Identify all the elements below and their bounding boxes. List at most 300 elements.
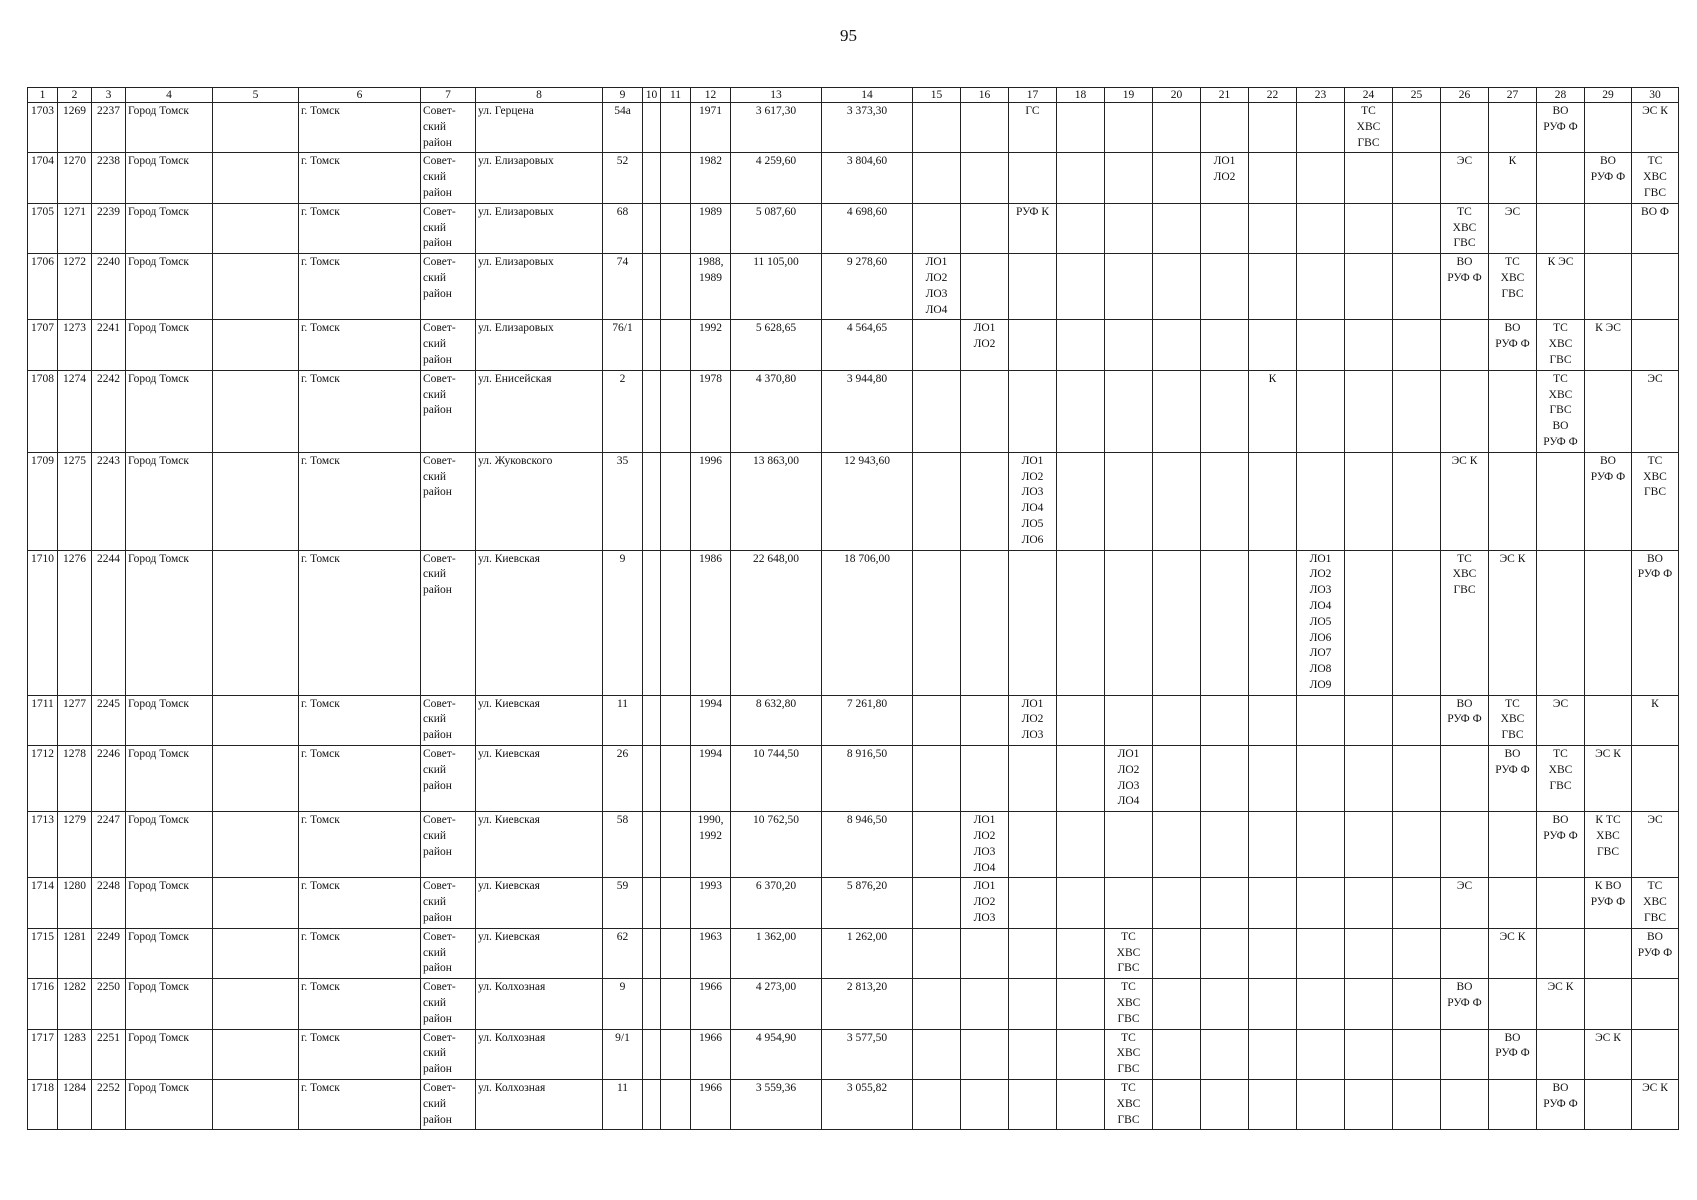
cell-col-19: [1105, 153, 1153, 203]
cell-col-20: [1153, 203, 1201, 253]
cell-col-19: ТС ХВС ГВС: [1105, 1080, 1153, 1130]
cell-col-15: [913, 812, 961, 878]
cell-col-13: 1 362,00: [731, 928, 822, 978]
cell-col-30: ВО РУФ Ф: [1632, 928, 1679, 978]
cell-col-18: [1057, 452, 1105, 550]
cell-col-22: [1249, 695, 1297, 745]
cell-col-29: [1585, 928, 1632, 978]
cell-col-4: Город Томск: [126, 928, 213, 978]
cell-col-9: 9: [603, 979, 643, 1029]
cell-col-21: [1201, 203, 1249, 253]
cell-col-25: [1393, 746, 1441, 812]
cell-col-18: [1057, 153, 1105, 203]
cell-col-25: [1393, 103, 1441, 153]
cell-col-12: 1978: [691, 370, 731, 452]
cell-col-28: [1537, 1029, 1585, 1079]
cell-col-26: ВО РУФ Ф: [1441, 979, 1489, 1029]
cell-col-8: ул. Герцена: [476, 103, 603, 153]
cell-col-7: Совет- ский район: [421, 153, 476, 203]
column-header-23: 23: [1297, 88, 1345, 103]
cell-col-8: ул. Колхозная: [476, 1029, 603, 1079]
cell-col-23: [1297, 153, 1345, 203]
cell-col-2: 1282: [58, 979, 92, 1029]
table-row: [28, 1080, 1679, 1130]
cell-col-11: [661, 550, 691, 695]
cell-col-19: [1105, 550, 1153, 695]
cell-col-7: Совет- ский район: [421, 878, 476, 928]
cell-col-4: Город Томск: [126, 254, 213, 320]
cell-col-6: г. Томск: [299, 746, 421, 812]
cell-col-19: [1105, 103, 1153, 153]
cell-col-2: 1270: [58, 153, 92, 203]
cell-col-8: ул. Елизаровых: [476, 320, 603, 370]
cell-col-21: [1201, 103, 1249, 153]
cell-col-4: Город Томск: [126, 153, 213, 203]
cell-col-5: [213, 812, 299, 878]
cell-col-6: г. Томск: [299, 103, 421, 153]
cell-col-23: ЛО1 ЛО2 ЛО3 ЛО4 ЛО5 ЛО6 ЛО7 ЛО8 ЛО9: [1297, 550, 1345, 695]
cell-col-12: 1989: [691, 203, 731, 253]
cell-col-13: 11 105,00: [731, 254, 822, 320]
cell-col-11: [661, 203, 691, 253]
cell-col-1: 1703: [28, 103, 58, 153]
cell-col-21: [1201, 695, 1249, 745]
cell-col-26: ЭС: [1441, 878, 1489, 928]
cell-col-9: 35: [603, 452, 643, 550]
cell-col-10: [643, 746, 661, 812]
cell-col-23: [1297, 254, 1345, 320]
cell-col-5: [213, 1080, 299, 1130]
cell-col-28: ЭС К: [1537, 979, 1585, 1029]
cell-col-3: 2251: [92, 1029, 126, 1079]
cell-col-20: [1153, 812, 1201, 878]
cell-col-27: [1489, 1080, 1537, 1130]
cell-col-22: [1249, 1029, 1297, 1079]
cell-col-6: г. Томск: [299, 979, 421, 1029]
cell-col-29: ЭС К: [1585, 1029, 1632, 1079]
cell-col-25: [1393, 695, 1441, 745]
cell-col-29: ВО РУФ Ф: [1585, 452, 1632, 550]
cell-col-19: [1105, 370, 1153, 452]
table-row: [28, 452, 1679, 550]
cell-col-5: [213, 370, 299, 452]
cell-col-4: Город Томск: [126, 979, 213, 1029]
cell-col-19: [1105, 812, 1153, 878]
table-row: [28, 812, 1679, 878]
table-row: [28, 153, 1679, 203]
cell-col-7: Совет- ский район: [421, 370, 476, 452]
cell-col-21: [1201, 320, 1249, 370]
cell-col-8: ул. Киевская: [476, 550, 603, 695]
cell-col-24: [1345, 550, 1393, 695]
cell-col-25: [1393, 878, 1441, 928]
cell-col-21: [1201, 254, 1249, 320]
cell-col-30: [1632, 1029, 1679, 1079]
cell-col-4: Город Томск: [126, 1080, 213, 1130]
cell-col-6: г. Томск: [299, 370, 421, 452]
cell-col-1: 1716: [28, 979, 58, 1029]
cell-col-27: ТС ХВС ГВС: [1489, 254, 1537, 320]
cell-col-1: 1711: [28, 695, 58, 745]
cell-col-21: [1201, 550, 1249, 695]
cell-col-3: 2241: [92, 320, 126, 370]
cell-col-25: [1393, 550, 1441, 695]
cell-col-25: [1393, 812, 1441, 878]
column-header-11: 11: [661, 88, 691, 103]
cell-col-25: [1393, 320, 1441, 370]
cell-col-7: Совет- ский район: [421, 695, 476, 745]
column-header-19: 19: [1105, 88, 1153, 103]
cell-col-13: 5 087,60: [731, 203, 822, 253]
cell-col-10: [643, 979, 661, 1029]
table-row: [28, 320, 1679, 370]
cell-col-22: [1249, 452, 1297, 550]
cell-col-15: [913, 370, 961, 452]
cell-col-21: ЛО1 ЛО2: [1201, 153, 1249, 203]
cell-col-13: 4 273,00: [731, 979, 822, 1029]
cell-col-14: 7 261,80: [822, 695, 913, 745]
cell-col-26: ЭС: [1441, 153, 1489, 203]
cell-col-10: [643, 550, 661, 695]
cell-col-26: ВО РУФ Ф: [1441, 695, 1489, 745]
cell-col-17: [1009, 1029, 1057, 1079]
cell-col-30: ЭС К: [1632, 1080, 1679, 1130]
table-row: [28, 550, 1679, 695]
cell-col-24: [1345, 1080, 1393, 1130]
cell-col-24: [1345, 979, 1393, 1029]
cell-col-26: ВО РУФ Ф: [1441, 254, 1489, 320]
cell-col-9: 58: [603, 812, 643, 878]
cell-col-27: ВО РУФ Ф: [1489, 746, 1537, 812]
cell-col-21: [1201, 928, 1249, 978]
cell-col-3: 2246: [92, 746, 126, 812]
cell-col-9: 62: [603, 928, 643, 978]
cell-col-28: [1537, 550, 1585, 695]
cell-col-14: 4 564,65: [822, 320, 913, 370]
cell-col-6: г. Томск: [299, 203, 421, 253]
cell-col-5: [213, 695, 299, 745]
cell-col-5: [213, 746, 299, 812]
cell-col-15: [913, 550, 961, 695]
cell-col-17: [1009, 370, 1057, 452]
cell-col-25: [1393, 153, 1441, 203]
cell-col-5: [213, 203, 299, 253]
cell-col-5: [213, 103, 299, 153]
cell-col-23: [1297, 103, 1345, 153]
cell-col-17: [1009, 153, 1057, 203]
cell-col-3: 2248: [92, 878, 126, 928]
column-header-17: 17: [1009, 88, 1057, 103]
cell-col-14: 1 262,00: [822, 928, 913, 978]
housing-register-table: [27, 87, 1679, 1130]
cell-col-13: 4 954,90: [731, 1029, 822, 1079]
cell-col-22: [1249, 979, 1297, 1029]
cell-col-25: [1393, 370, 1441, 452]
cell-col-21: [1201, 746, 1249, 812]
cell-col-3: 2239: [92, 203, 126, 253]
cell-col-29: К ВО РУФ Ф: [1585, 878, 1632, 928]
cell-col-25: [1393, 1029, 1441, 1079]
cell-col-13: 4 370,80: [731, 370, 822, 452]
cell-col-17: [1009, 812, 1057, 878]
cell-col-15: [913, 153, 961, 203]
cell-col-5: [213, 878, 299, 928]
cell-col-15: [913, 452, 961, 550]
cell-col-1: 1713: [28, 812, 58, 878]
cell-col-15: [913, 1029, 961, 1079]
cell-col-14: 3 804,60: [822, 153, 913, 203]
cell-col-17: [1009, 979, 1057, 1029]
cell-col-7: Совет- ский район: [421, 103, 476, 153]
cell-col-20: [1153, 254, 1201, 320]
cell-col-29: ЭС К: [1585, 746, 1632, 812]
cell-col-10: [643, 320, 661, 370]
cell-col-27: ВО РУФ Ф: [1489, 320, 1537, 370]
cell-col-2: 1280: [58, 878, 92, 928]
cell-col-16: [961, 979, 1009, 1029]
cell-col-11: [661, 812, 691, 878]
cell-col-16: [961, 203, 1009, 253]
cell-col-23: [1297, 452, 1345, 550]
cell-col-10: [643, 203, 661, 253]
cell-col-29: К ЭС: [1585, 320, 1632, 370]
cell-col-1: 1718: [28, 1080, 58, 1130]
cell-col-21: [1201, 1029, 1249, 1079]
cell-col-3: 2247: [92, 812, 126, 878]
cell-col-18: [1057, 1080, 1105, 1130]
cell-col-14: 9 278,60: [822, 254, 913, 320]
cell-col-18: [1057, 254, 1105, 320]
cell-col-28: ТС ХВС ГВС: [1537, 746, 1585, 812]
cell-col-12: 1994: [691, 695, 731, 745]
cell-col-22: [1249, 320, 1297, 370]
cell-col-16: [961, 370, 1009, 452]
cell-col-12: 1993: [691, 878, 731, 928]
column-header-26: 26: [1441, 88, 1489, 103]
cell-col-30: ТС ХВС ГВС: [1632, 153, 1679, 203]
cell-col-23: [1297, 1080, 1345, 1130]
cell-col-21: [1201, 878, 1249, 928]
cell-col-4: Город Томск: [126, 746, 213, 812]
cell-col-8: ул. Колхозная: [476, 979, 603, 1029]
cell-col-25: [1393, 979, 1441, 1029]
cell-col-9: 9/1: [603, 1029, 643, 1079]
cell-col-13: 13 863,00: [731, 452, 822, 550]
cell-col-18: [1057, 370, 1105, 452]
cell-col-29: [1585, 203, 1632, 253]
cell-col-7: Совет- ский район: [421, 203, 476, 253]
cell-col-15: [913, 695, 961, 745]
cell-col-26: [1441, 1080, 1489, 1130]
cell-col-7: Совет- ский район: [421, 254, 476, 320]
cell-col-26: [1441, 103, 1489, 153]
cell-col-16: [961, 452, 1009, 550]
column-header-20: 20: [1153, 88, 1201, 103]
cell-col-11: [661, 1080, 691, 1130]
column-header-30: 30: [1632, 88, 1679, 103]
cell-col-29: [1585, 695, 1632, 745]
cell-col-19: ЛО1 ЛО2 ЛО3 ЛО4: [1105, 746, 1153, 812]
cell-col-7: Совет- ский район: [421, 452, 476, 550]
cell-col-12: 1966: [691, 1029, 731, 1079]
cell-col-19: [1105, 878, 1153, 928]
cell-col-6: г. Томск: [299, 695, 421, 745]
cell-col-12: 1994: [691, 746, 731, 812]
cell-col-15: [913, 103, 961, 153]
cell-col-19: [1105, 320, 1153, 370]
cell-col-29: [1585, 550, 1632, 695]
cell-col-23: [1297, 1029, 1345, 1079]
cell-col-13: 5 628,65: [731, 320, 822, 370]
cell-col-23: [1297, 370, 1345, 452]
cell-col-20: [1153, 103, 1201, 153]
cell-col-13: 4 259,60: [731, 153, 822, 203]
cell-col-26: [1441, 812, 1489, 878]
cell-col-14: 3 055,82: [822, 1080, 913, 1130]
column-header-7: 7: [421, 88, 476, 103]
cell-col-30: ТС ХВС ГВС: [1632, 878, 1679, 928]
cell-col-7: Совет- ский район: [421, 928, 476, 978]
table-row: [28, 103, 1679, 153]
cell-col-4: Город Томск: [126, 878, 213, 928]
cell-col-7: Совет- ский район: [421, 1029, 476, 1079]
cell-col-3: 2250: [92, 979, 126, 1029]
cell-col-9: 9: [603, 550, 643, 695]
cell-col-29: [1585, 1080, 1632, 1130]
column-header-4: 4: [126, 88, 213, 103]
cell-col-22: [1249, 928, 1297, 978]
cell-col-27: К: [1489, 153, 1537, 203]
cell-col-23: [1297, 320, 1345, 370]
cell-col-15: [913, 203, 961, 253]
cell-col-2: 1269: [58, 103, 92, 153]
cell-col-27: [1489, 370, 1537, 452]
cell-col-11: [661, 979, 691, 1029]
cell-col-16: [961, 695, 1009, 745]
cell-col-24: [1345, 320, 1393, 370]
cell-col-22: [1249, 1080, 1297, 1130]
cell-col-24: [1345, 153, 1393, 203]
cell-col-13: 10 762,50: [731, 812, 822, 878]
cell-col-28: ВО РУФ Ф: [1537, 103, 1585, 153]
cell-col-1: 1717: [28, 1029, 58, 1079]
cell-col-9: 52: [603, 153, 643, 203]
cell-col-4: Город Томск: [126, 103, 213, 153]
cell-col-10: [643, 1080, 661, 1130]
cell-col-2: 1275: [58, 452, 92, 550]
cell-col-17: [1009, 320, 1057, 370]
cell-col-30: К: [1632, 695, 1679, 745]
cell-col-8: ул. Киевская: [476, 695, 603, 745]
cell-col-12: 1982: [691, 153, 731, 203]
cell-col-1: 1712: [28, 746, 58, 812]
cell-col-19: [1105, 452, 1153, 550]
cell-col-17: [1009, 878, 1057, 928]
cell-col-14: 3 577,50: [822, 1029, 913, 1079]
cell-col-22: [1249, 254, 1297, 320]
cell-col-27: [1489, 878, 1537, 928]
cell-col-28: ТС ХВС ГВС ВО РУФ Ф: [1537, 370, 1585, 452]
cell-col-20: [1153, 1080, 1201, 1130]
column-header-29: 29: [1585, 88, 1632, 103]
cell-col-20: [1153, 452, 1201, 550]
table-row: [28, 254, 1679, 320]
cell-col-24: [1345, 370, 1393, 452]
cell-col-6: г. Томск: [299, 1080, 421, 1130]
cell-col-2: 1283: [58, 1029, 92, 1079]
cell-col-24: [1345, 452, 1393, 550]
cell-col-20: [1153, 153, 1201, 203]
cell-col-14: 2 813,20: [822, 979, 913, 1029]
cell-col-11: [661, 695, 691, 745]
cell-col-6: г. Томск: [299, 153, 421, 203]
cell-col-15: [913, 320, 961, 370]
cell-col-8: ул. Елизаровых: [476, 153, 603, 203]
table-row: [28, 203, 1679, 253]
cell-col-21: [1201, 1080, 1249, 1130]
cell-col-17: ГС: [1009, 103, 1057, 153]
cell-col-20: [1153, 695, 1201, 745]
cell-col-19: [1105, 203, 1153, 253]
cell-col-13: 10 744,50: [731, 746, 822, 812]
cell-col-7: Совет- ский район: [421, 746, 476, 812]
cell-col-27: [1489, 812, 1537, 878]
cell-col-16: [961, 1080, 1009, 1130]
cell-col-7: Совет- ский район: [421, 550, 476, 695]
cell-col-5: [213, 452, 299, 550]
cell-col-12: 1963: [691, 928, 731, 978]
cell-col-5: [213, 979, 299, 1029]
cell-col-1: 1706: [28, 254, 58, 320]
cell-col-26: [1441, 370, 1489, 452]
cell-col-26: [1441, 928, 1489, 978]
cell-col-16: [961, 746, 1009, 812]
cell-col-22: [1249, 812, 1297, 878]
page-number: 95: [840, 26, 857, 45]
cell-col-10: [643, 1029, 661, 1079]
cell-col-20: [1153, 320, 1201, 370]
cell-col-28: [1537, 928, 1585, 978]
cell-col-7: Совет- ский район: [421, 320, 476, 370]
cell-col-11: [661, 878, 691, 928]
cell-col-4: Город Томск: [126, 203, 213, 253]
cell-col-12: 1992: [691, 320, 731, 370]
cell-col-14: 8 916,50: [822, 746, 913, 812]
cell-col-16: [961, 254, 1009, 320]
cell-col-8: ул. Енисейская: [476, 370, 603, 452]
cell-col-2: 1276: [58, 550, 92, 695]
cell-col-30: ВО РУФ Ф: [1632, 550, 1679, 695]
cell-col-18: [1057, 203, 1105, 253]
cell-col-30: [1632, 320, 1679, 370]
cell-col-14: 8 946,50: [822, 812, 913, 878]
cell-col-9: 11: [603, 695, 643, 745]
cell-col-4: Город Томск: [126, 320, 213, 370]
cell-col-1: 1710: [28, 550, 58, 695]
cell-col-17: [1009, 746, 1057, 812]
cell-col-24: [1345, 812, 1393, 878]
cell-col-16: ЛО1 ЛО2: [961, 320, 1009, 370]
cell-col-25: [1393, 452, 1441, 550]
cell-col-12: 1996: [691, 452, 731, 550]
cell-col-1: 1707: [28, 320, 58, 370]
cell-col-26: [1441, 320, 1489, 370]
cell-col-26: [1441, 1029, 1489, 1079]
cell-col-28: ВО РУФ Ф: [1537, 1080, 1585, 1130]
cell-col-30: [1632, 254, 1679, 320]
cell-col-9: 76/1: [603, 320, 643, 370]
cell-col-11: [661, 103, 691, 153]
